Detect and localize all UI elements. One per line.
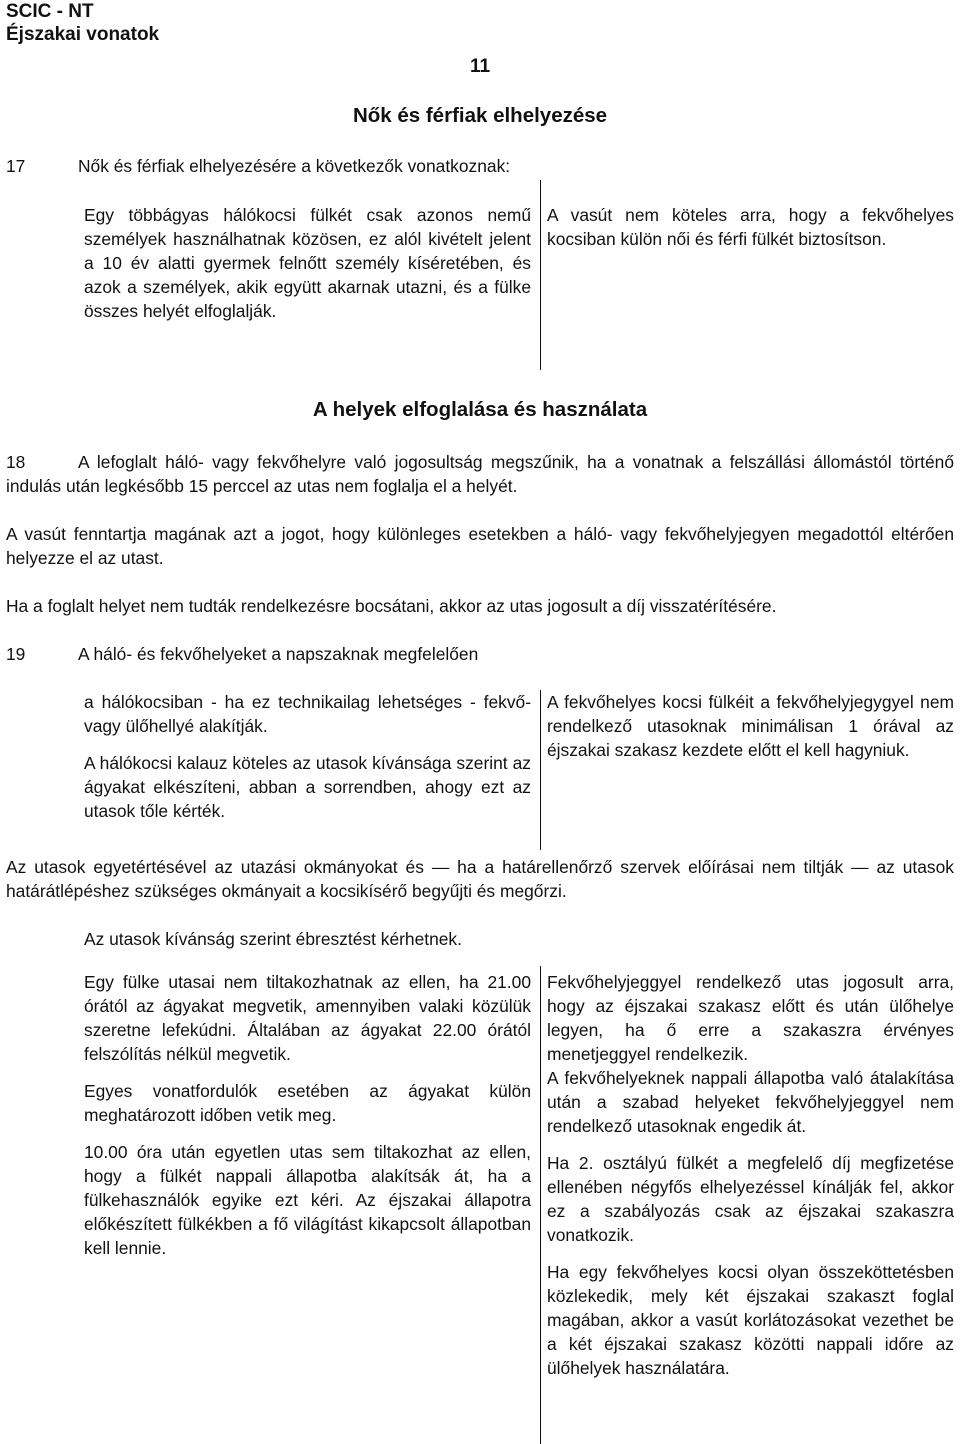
paragraph: Ha 2. osztályú fülkét a megfelelő díj megfizetése ellenében négyfős elhelyezéssel kínálják fel, akkor ez a szabályozás csak az éjszakai szakaszra vonatkozik. xyxy=(547,1153,954,1245)
paragraph: A hálókocsi kalauz köteles az utasok kívánsága szerint az ágyakat elkészíteni, abban a sorrendben, ahogy ezt az utasok tőle kérték. xyxy=(84,753,531,821)
paragraph: Fekvőhelyjeggyel rendelkező utas jogosult arra, hogy az éjszakai szakasz előtt és után ülőhelye legyen, ha ő erre a szakaszra érvényes menetjeggyel rendelkezik. xyxy=(547,972,954,1064)
page-number: 11 xyxy=(469,56,491,77)
item-number: 19 xyxy=(6,644,26,664)
block2-right-column xyxy=(547,970,954,1380)
item-text: A lefoglalt háló- vagy fekvőhelyre való jogosultság megszűnik, ha a vonatnak a felszállási állomástól történő indulás után legkésőbb 15 perccel az utas nem foglalja el a helyét. xyxy=(6,452,954,496)
block1-right-column: A fekvőhelyes kocsi fülkéit a fekvőhelyjegygyel nem rendelkező utasoknak minimálisan 1 órával az éjszakai szakasz kezdete előtt el kell hagyniuk. xyxy=(547,692,954,760)
paragraph-refund: Ha a foglalt helyet nem tudták rendelkezésre bocsátani, akkor az utas jogosult a díj visszatérítésére. xyxy=(6,596,777,616)
item-number: 18 xyxy=(6,452,26,472)
paragraph: 10.00 óra után egyetlen utas sem tiltakozhat az ellen, hogy a fülkét nappali állapotba alakítsák át, ha a fülkehasználók egyike ezt kéri. Az éjszakai állapotra előkészített fülkékben a fő világítást kikapcsolt állapotban kell lennie. xyxy=(84,1142,531,1258)
section-title-seat-use: A helyek elfoglalása és használata xyxy=(312,398,648,421)
column-divider xyxy=(540,966,541,1444)
item-19 xyxy=(6,642,954,666)
paragraph: Ha egy fekvőhelyes kocsi olyan összeköttetésben közlekedik, mely két éjszakai szakaszt foglal magában, akkor a vasút korlátozásokat vezethet be a két éjszakai szakasz közötti nappali időre az ülőhelyek használatára. xyxy=(547,1262,954,1378)
column-divider xyxy=(540,180,541,370)
section1-right-column: A vasút nem köteles arra, hogy a fekvőhelyes kocsiban külön női és férfi fülkét biztosítson. xyxy=(547,205,954,249)
paragraph: Egy fülke utasai nem tiltakozhatnak az ellen, ha 21.00 órától az ágyakat megvetik, amennyiben valaki közülük szeretne lefekúdni. Általában az ágyakat 22.00 órától felszólítás nélkül megvetik. xyxy=(84,972,531,1064)
header-doc-code: SCIC - NT xyxy=(6,1,94,22)
block1-left-column xyxy=(84,690,531,823)
section1-left-column: Egy többágyas hálókocsi fülkét csak azonos nemű személyek használhatnak közösen, ez alól kivételt jelent a 10 év alatti gyermek felnőtt személy kíséretében, és azok a személyek, akik együtt akarnak utazni, és a fülke összes helyét elfoglalják. xyxy=(84,205,531,321)
item-text: Nők és férfiak elhelyezésére a következők vonatkoznak: xyxy=(78,156,511,176)
item-17 xyxy=(6,154,946,178)
paragraph-documents: Az utasok egyetértésével az utazási okmányokat és — ha a határellenőrző szervek előírásai nem tiltják — az utasok határátlépéshez szükséges okmányait a kocsikísérő begyűjti és megőrzi. xyxy=(6,857,954,901)
paragraph: a hálókocsiban - ha ez technikailag lehetséges - fekvő- vagy ülőhellyé alakítják. xyxy=(84,692,531,736)
block2-left-column xyxy=(84,970,531,1260)
header-doc-title: Éjszakai vonatok xyxy=(6,24,160,45)
paragraph: Egyes vonatfordulók esetében az ágyakat külön meghatározott időben vetik meg. xyxy=(84,1081,531,1125)
paragraph-wakeup: Az utasok kívánság szerint ébresztést kérhetnek. xyxy=(84,929,462,949)
item-18 xyxy=(6,450,954,498)
section-title-women-men: Nők és férfiak elhelyezése xyxy=(352,104,608,127)
column-divider xyxy=(540,690,541,850)
paragraph: A fekvőhelyeknek nappali állapotba való átalakítása után a szabad helyeket fekvőhelyjeggyel nem rendelkező utasoknak engedik át. xyxy=(547,1068,954,1136)
item-text: A háló- és fekvőhelyeket a napszaknak megfelelően xyxy=(78,644,479,664)
paragraph-reassign: A vasút fenntartja magának azt a jogot, hogy különleges esetekben a háló- vagy fekvőhelyjegyen megadottól eltérően helyezze el az utast. xyxy=(6,524,954,568)
item-number: 17 xyxy=(6,156,26,176)
